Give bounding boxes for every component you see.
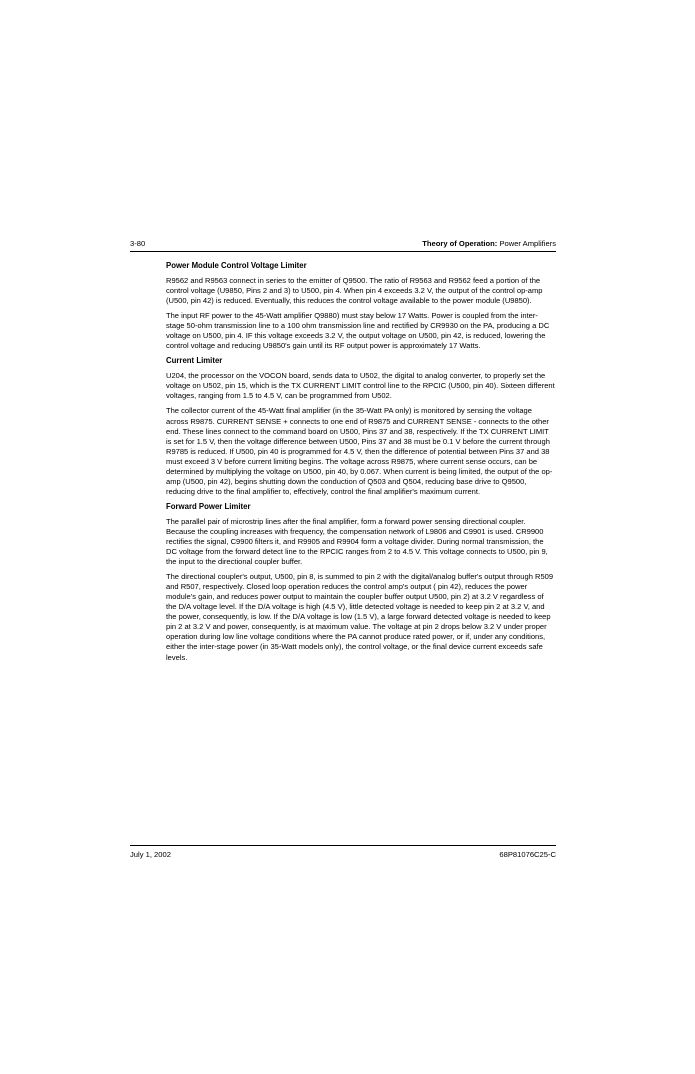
heading-forward-power-limiter: Forward Power Limiter: [166, 501, 251, 511]
page-body: [166, 261, 555, 668]
section-title-bold: Theory of Operation:: [422, 239, 498, 248]
section-title: [422, 239, 556, 248]
footer-date: July 1, 2002: [130, 850, 171, 859]
paragraph: U204, the processor on the VOCON board, sends data to U502, the digital to analog converter, to properly set the voltage on U502, pin 15, which is the TX CURRENT LIMIT control line to the RPCIC (U500, pin 40). Sixteen different voltages, ranging from 1.5 to 4.5 V, can be programmed from U502.: [166, 371, 555, 401]
paragraph: The collector current of the 45-Watt final amplifier (in the 35-Watt PA only) is monitored by sensing the voltage across R9875. CURRENT SENSE + connects to one end of R9875 and CURRENT SENSE - connects to the other end. These lines connect to the command board on U500, Pins 37 and 38, respectively. If the TX CURRENT LIMIT is set for 1.5 V, then the voltage difference between U500, Pins 37 and 38 must be 0.1 V before the current through R9785 is reduced. If U500, pin 40 is programmed for 4.5 V, then the difference of potential between Pins 37 and 38 must exceed 3 V before current limiting begins. The voltage across R9875, where current sense occurs, can be determined by multiplying the voltage on U500, pin 40, by 0.067. When current is being limited, the output of the op-amp (U500, pin 42), begins shutting down the conduction of Q503 and Q504, reducing base drive to Q9500, reducing drive to the final amplifier to, effectively, control the final amplifier's maximum current.: [166, 406, 553, 496]
paragraph: The directional coupler's output, U500, pin 8, is summed to pin 2 with the digital/analog buffer's output through R509 and R507, respectively. Closed loop operation reduces the control amp's output ( pin 42), reduces the power module's gain, and reduces power output to maintain the coupler buffer output U500, pin 2) at 3.2 V regardless of the D/A voltage level. If the D/A voltage is high (4.5 V), little detected voltage is needed to keep pin 2 at 3.2 V, and the power, consequently, is low. If the D/A voltage is low (1.5 V), a large forward detected voltage is needed to keep pin 2 at 3.2 V and power, consequently, is at maximum value. The voltage at pin 2 drops below 3.2 V under proper operation during low line voltage conditions where the PA cannot produce rated power, or if, under any conditions, either the inter-stage power (in 35-Watt models only), the control voltage, or the final device current exceeds safe levels.: [166, 572, 554, 662]
header-rule: [130, 251, 556, 252]
footer-rule: [130, 845, 556, 846]
paragraph: The input RF power to the 45-Watt amplifier Q9880) must stay below 17 Watts. Power is coupled from the inter-stage 50-ohm transmission line to a 100 ohm transmission line and rectified by CR9930 on the PA, producing a DC voltage on U500, pin 4. IF this voltage exceeds 3.2 V, the output voltage on U500, pin 42, is reduced, lowering the control voltage and reducing U9850's gain until its RF output power is approximately 17 Watts.: [166, 311, 550, 351]
page-number: 3-80: [130, 239, 146, 248]
heading-control-voltage-limiter: Power Module Control Voltage Limiter: [166, 261, 307, 270]
paragraph: The parallel pair of microstrip lines after the final amplifier, form a forward power sensing directional coupler. Because the coupling increases with frequency, the compensation network of L9806 and C9901 is used. CR9900 rectifies the signal, C9900 filters it, and R9905 and R9904 form a voltage divider. During normal transmission, the DC voltage from the forward detect line to the RPCIC ranges from 2 to 4.5 V. This voltage connects to U500, pin 9, the input to the directional coupler buffer.: [166, 516, 548, 567]
heading-current-limiter: Current Limiter: [166, 356, 223, 366]
page-header: [130, 239, 556, 251]
paragraph: R9562 and R9563 connect in series to the emitter of Q9500. The ratio of R9563 and R9562 feed a portion of the control voltage (U9850, Pins 2 and 3) to U500, pin 4. When pin 4 exceeds 3.2 V, the output of the control op-amp (U500, pin 42) is reduced. Eventually, this reduces the control voltage available to the power module (U9850).: [166, 276, 543, 306]
section-title-rest: Power Amplifiers: [497, 239, 556, 248]
footer-doc-number: 68P81076C25-C: [499, 850, 556, 859]
